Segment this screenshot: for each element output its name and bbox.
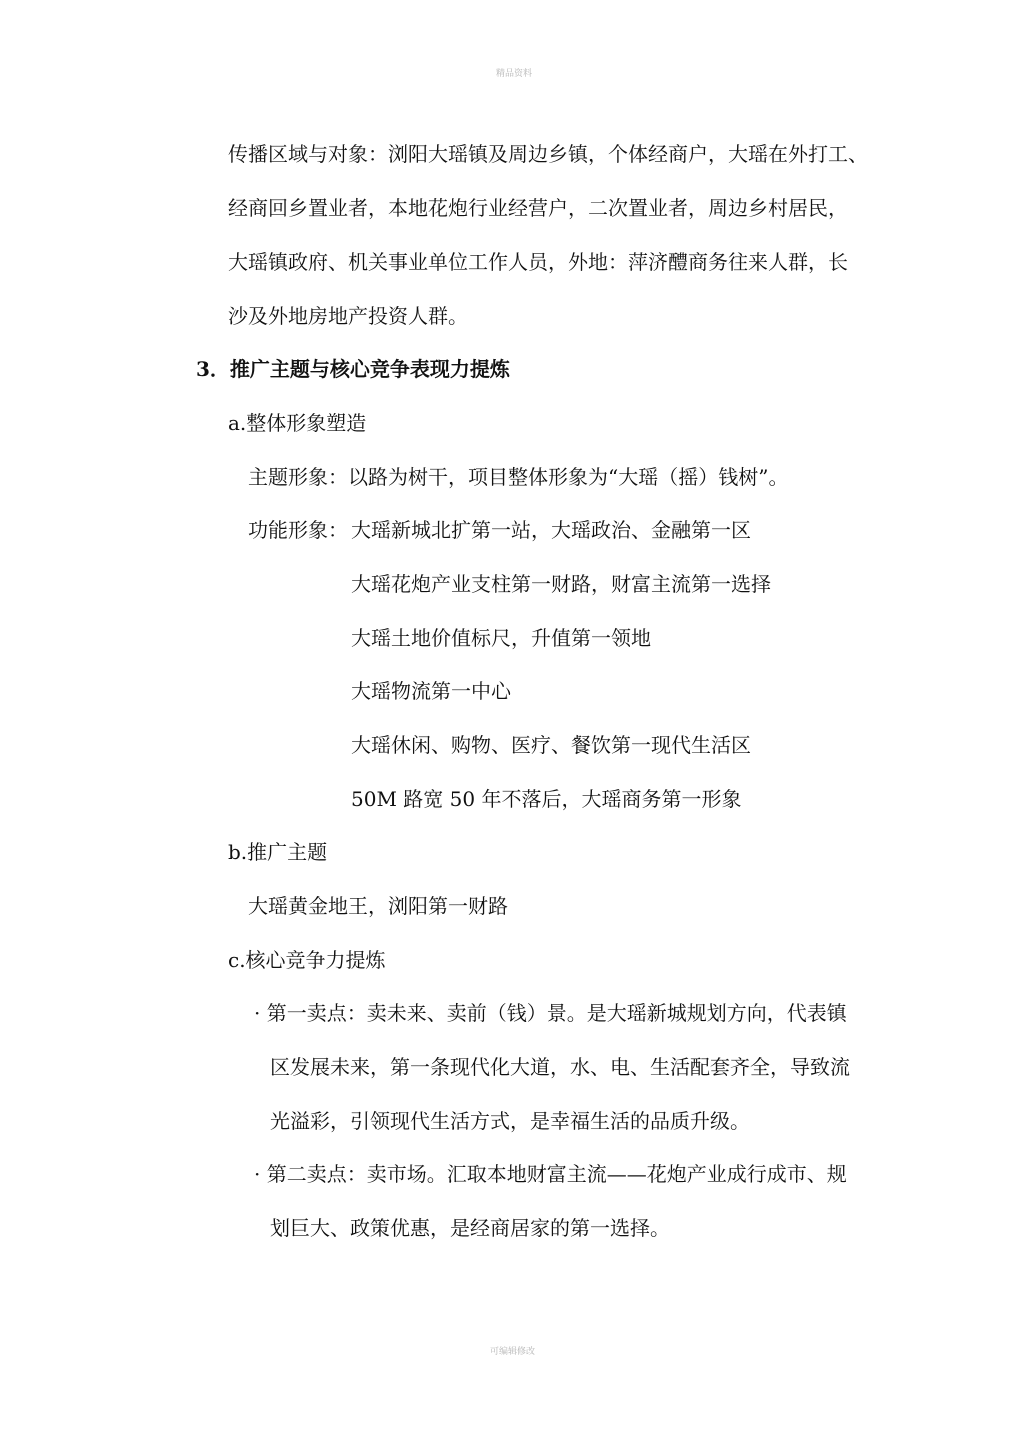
theme-image-text: 主题形象：以路为树干，项目整体形象为“大瑶（摇）钱树”。 xyxy=(248,465,789,489)
function-image-item: 大瑶花炮产业支柱第一财路，财富主流第一选择 xyxy=(351,572,771,596)
selling-point-line: 区发展未来，第一条现代化大道，水、电、生活配套齐全，导致流 xyxy=(270,1055,850,1079)
audience-line: 传播区域与对象：浏阳大瑶镇及周边乡镇，个体经商户，大瑶在外打工、 xyxy=(228,142,868,166)
subsection-b-heading: b.推广主题 xyxy=(228,840,328,864)
function-image-item: 大瑶土地价值标尺，升值第一领地 xyxy=(351,626,651,650)
promotion-theme-text: 大瑶黄金地王，浏阳第一财路 xyxy=(248,894,508,918)
function-image-label: 功能形象： xyxy=(248,518,348,542)
selling-point-line: 光溢彩，引领现代生活方式，是幸福生活的品质升级。 xyxy=(270,1109,750,1133)
subsection-a-heading: a.整体形象塑造 xyxy=(228,411,367,435)
function-image-item: 50M 路宽 50 年不落后，大瑶商务第一形象 xyxy=(351,787,742,811)
audience-line: 沙及外地房地产投资人群。 xyxy=(228,304,468,328)
selling-point-line: · 第二卖点：卖市场。汇取本地财富主流——花炮产业成行成市、规 xyxy=(254,1162,847,1186)
function-image-item: 大瑶休闲、购物、医疗、餐饮第一现代生活区 xyxy=(351,733,751,757)
header-watermark: 精品资料 xyxy=(496,69,533,79)
audience-line: 经商回乡置业者，本地花炮行业经营户，二次置业者，周边乡村居民， xyxy=(228,196,848,220)
selling-point-line: · 第一卖点：卖未来、卖前（钱）景。是大瑶新城规划方向，代表镇 xyxy=(254,1001,847,1025)
footer-watermark: 可编辑修改 xyxy=(490,1347,536,1357)
audience-line: 大瑶镇政府、机关事业单位工作人员，外地：萍济醴商务往来人群，长 xyxy=(228,250,848,274)
selling-point-line: 划巨大、政策优惠，是经商居家的第一选择。 xyxy=(270,1216,670,1240)
function-image-item: 大瑶新城北扩第一站，大瑶政治、金融第一区 xyxy=(351,518,751,542)
subsection-c-heading: c.核心竞争力提炼 xyxy=(228,948,386,972)
section-3-title: 3．推广主题与核心竞争表现力提炼 xyxy=(196,357,510,381)
function-image-item: 大瑶物流第一中心 xyxy=(351,679,511,703)
